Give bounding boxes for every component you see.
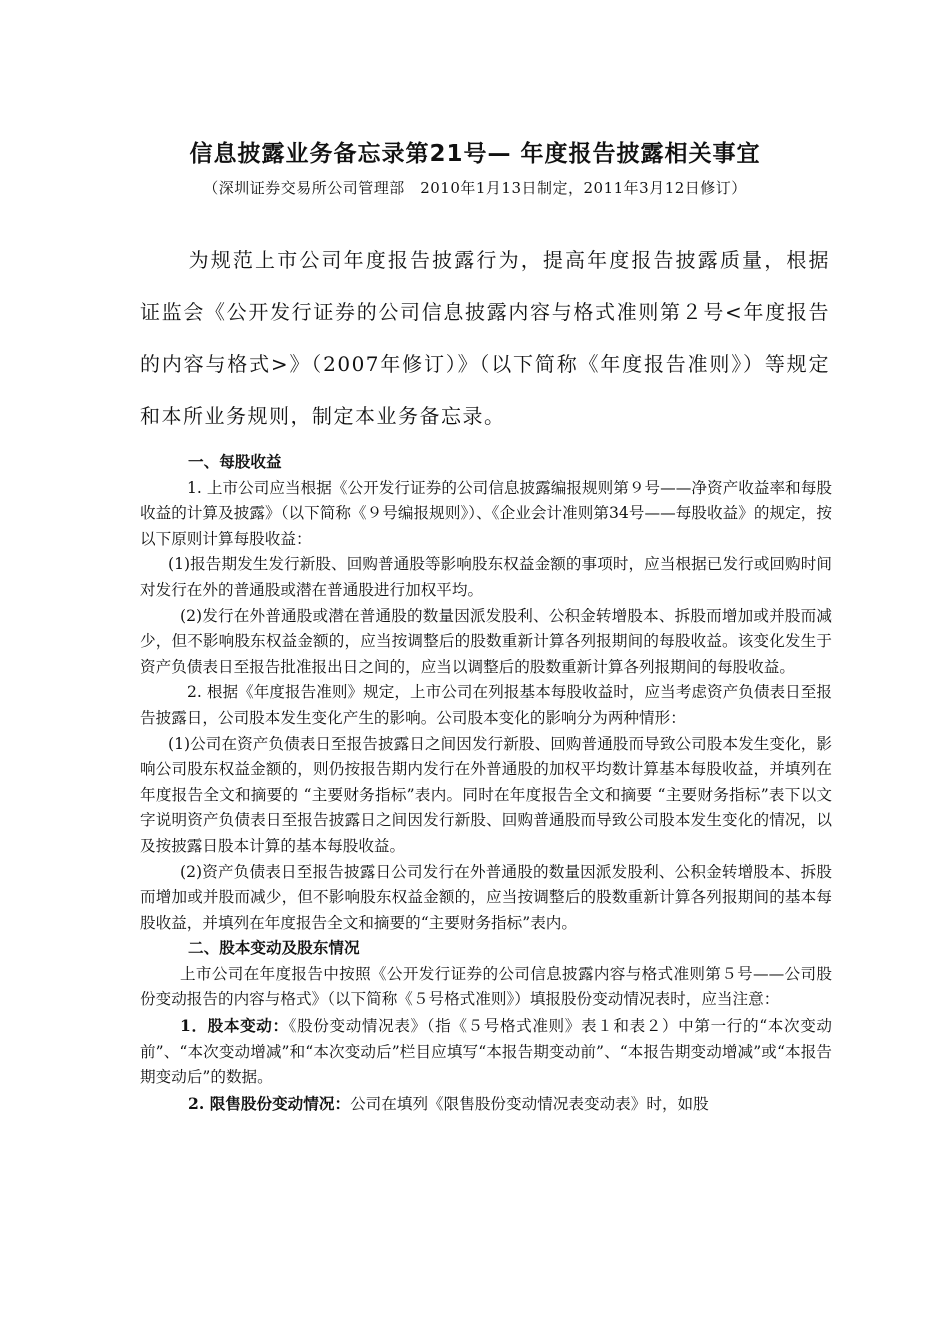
document-title: 信息披露业务备忘录第21号— 年度报告披露相关事宜 bbox=[189, 141, 761, 167]
section1-paragraph-2: 2. 根据《年度报告准则》规定，上市公司在列报基本每股收益时，应当考虑资产负债表日至报告披露日，公司股本发生变化产生的影响。公司股本变化的影响分为两种情形： bbox=[140, 683, 832, 727]
section2-p2-label: 2. 限售股份变动情况： bbox=[188, 1093, 351, 1113]
intro-text: 为规范上市公司年度报告披露行为，提高年度报告披露质量，根据证监会《公开发行证券的公司信息披露内容与格式准则第２号<年度报告的内容与格式>》（2007年修订）》（以下简称《年度报告准则》）等规定和本所业务规则，制定本业务备忘录。 bbox=[140, 248, 830, 428]
section1-item-1-2: (2)发行在外普通股或潜在普通股的数量因派发股利、公积金转增股本、拆股而增加或并股而减少，但不影响股东权益金额的，应当按调整后的股数重新计算各列报期间的每股收益。该变化发生于资产负债表日至报告批准报出日之间的，应当以调整后的股数重新计算各列报期间的每股收益。 bbox=[140, 606, 832, 676]
section2-p2-text: 公司在填列《限售股份变动情况表变动表》时，如股 bbox=[350, 1094, 709, 1113]
section1-item-1-1: (1)报告期发生发行新股、回购普通股等影响股东权益金额的事项时，应当根据已发行或回购时间对发行在外的普通股或潜在普通股进行加权平均。 bbox=[140, 555, 832, 599]
section1-item-2-2: (2)资产负债表日至报告披露日公司发行在外普通股的数量因派发股利、公积金转增股本、拆股而增加或并股而减少，但不影响股东权益金额的，应当按调整后的股数重新计算各列报期间的基本每股收益，并填列在年度报告全文和摘要的“主要财务指标”表内。 bbox=[140, 862, 832, 932]
section1-heading: 一、每股收益 bbox=[188, 453, 282, 471]
section2-paragraph-1 bbox=[140, 1013, 832, 1091]
section2-paragraph-0: 上市公司在年度报告中按照《公开发行证券的公司信息披露内容与格式准则第５号——公司股份变动报告的内容与格式》（以下简称《５号格式准则》）填报股份变动情况表时，应当注意： bbox=[140, 964, 832, 1009]
document-body bbox=[140, 450, 832, 1117]
intro-paragraph bbox=[140, 234, 830, 442]
section2-heading: 二、股本变动及股东情况 bbox=[188, 939, 360, 958]
section2-paragraph-2 bbox=[140, 1091, 832, 1118]
document-subtitle: （深圳证券交易所公司管理部 2010年1月13日制定，2011年3月12日修订） bbox=[203, 179, 747, 197]
section1-paragraph-1: 1. 上市公司应当根据《公开发行证券的公司信息披露编报规则第９号——净资产收益率和每股收益的计算及披露》（以下简称《９号编报规则》）、《企业会计准则第34号——每股收益》的规定，按以下原则计算每股收益： bbox=[140, 478, 832, 548]
section2-p1-label: 1．股本变动： bbox=[180, 1016, 289, 1036]
section1-item-2-1: (1)公司在资产负债表日至报告披露日之间因发行新股、回购普通股而导致公司股本发生变化，影响公司股东权益金额的，则仍按报告期内发行在外普通股的加权平均数计算基本每股收益，并填列在年度报告全文和摘要的 “主要财务指标”表内。同时在年度报告全文和摘要 “主要财务指标”表下以文字说明资产负债表日至报告披露日之间因发行新股、回购普通股而导致公司股本发生变化的情况，以及按披露日股本计算的基本每股收益。 bbox=[140, 734, 832, 855]
section2-p1-text: 《股份变动情况表》（指《５号格式准则》表１和表２）中第一行的“本次变动前”、“本次变动增减”和“本次变动后”栏目应填写“本报告期变动前”、“本报告期变动增减”或“本报告期变动后”的数据。 bbox=[140, 1017, 832, 1087]
